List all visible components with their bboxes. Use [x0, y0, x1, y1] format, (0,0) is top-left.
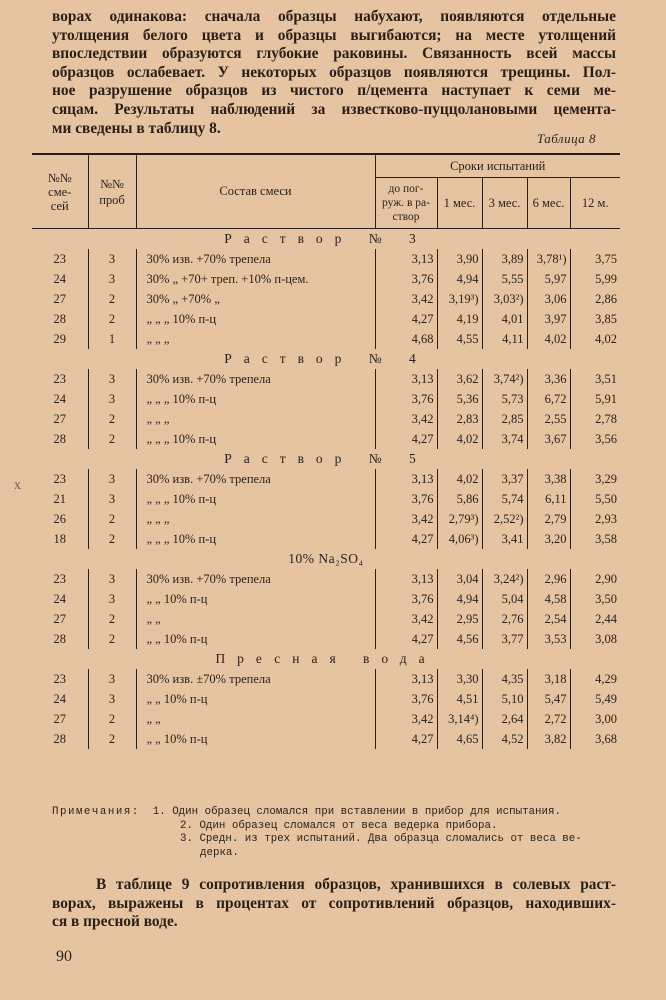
header-test-periods: Сроки испытаний	[375, 154, 620, 178]
cell-sample: 3	[88, 369, 136, 389]
cell-3m: 3,77	[482, 629, 527, 649]
cell-12m: 3,75	[570, 249, 620, 269]
section-title-row	[32, 229, 620, 250]
cell-6m: 4,58	[527, 589, 570, 609]
cell-3m: 3,24²)	[482, 569, 527, 589]
data-table	[32, 153, 620, 749]
cell-composition: „ „	[136, 709, 375, 729]
cell-composition: 30% изв. +70% трепела	[136, 569, 375, 589]
cell-1m: 4,02	[437, 429, 482, 449]
cell-6m: 3,82	[527, 729, 570, 749]
cell-6m: 6,11	[527, 489, 570, 509]
cell-sample: 3	[88, 569, 136, 589]
cell-composition: 30% изв. ±70% трепела	[136, 669, 375, 689]
cell-3m: 4,35	[482, 669, 527, 689]
cell-sample: 2	[88, 609, 136, 629]
table-row	[32, 469, 620, 489]
cell-1m: 3,62	[437, 369, 482, 389]
cell-mix: 23	[53, 371, 66, 386]
cell-composition: „ „	[136, 609, 375, 629]
cell-mix: 27	[53, 291, 66, 306]
cell-mix: 29	[53, 331, 66, 346]
cell-before: 4,27	[375, 429, 437, 449]
table-row	[32, 529, 620, 549]
cell-mix: 23	[53, 671, 66, 686]
cell-sample: 2	[88, 509, 136, 529]
cell-before: 3,76	[375, 589, 437, 609]
note-item: 2. Один образец сломался от веса ведерка прибора.	[180, 819, 498, 832]
cell-6m: 4,02	[527, 329, 570, 349]
cell-composition: „ „ 10% п-ц	[136, 729, 375, 749]
cell-mix: 24	[53, 691, 66, 706]
cell-3m: 5,74	[482, 489, 527, 509]
cell-1m: 3,04	[437, 569, 482, 589]
cell-before: 3,76	[375, 489, 437, 509]
cell-3m: 4,52	[482, 729, 527, 749]
cell-sample: 2	[88, 629, 136, 649]
section-title-row	[32, 449, 620, 469]
text-line: ся в пресной воде.	[52, 913, 178, 931]
table-row	[32, 429, 620, 449]
cell-12m: 3,29	[570, 469, 620, 489]
cell-1m: 3,90	[437, 249, 482, 269]
cell-12m: 3,08	[570, 629, 620, 649]
table-row	[32, 489, 620, 509]
cell-sample: 3	[88, 249, 136, 269]
page-number: 90	[56, 948, 72, 965]
header-6-months: 6 мес.	[527, 178, 570, 229]
cell-before: 3,42	[375, 609, 437, 629]
section-title-row	[32, 349, 620, 369]
table-row	[32, 509, 620, 529]
cell-6m: 5,97	[527, 269, 570, 289]
text-line: образцов ослабевает. У некоторых образцов появляются трещины. Пол-	[52, 63, 616, 81]
cell-before: 3,76	[375, 389, 437, 409]
cell-1m: 2,79³)	[437, 509, 482, 529]
cell-6m: 3,18	[527, 669, 570, 689]
cell-12m: 4,29	[570, 669, 620, 689]
cell-before: 3,76	[375, 689, 437, 709]
cell-6m: 2,54	[527, 609, 570, 629]
cell-12m: 3,58	[570, 529, 620, 549]
cell-before: 3,13	[375, 249, 437, 269]
cell-1m: 4,55	[437, 329, 482, 349]
cell-composition: „ „ 10% п-ц	[136, 589, 375, 609]
cell-3m: 3,89	[482, 249, 527, 269]
cell-sample: 3	[88, 389, 136, 409]
note-item-cont: дерка.	[200, 846, 239, 859]
text-line: утолщения белого цвета и образцы выгибаются; на месте утолщений	[52, 26, 616, 44]
table-row	[32, 669, 620, 689]
cell-12m: 3,56	[570, 429, 620, 449]
text-line: впоследствии образуются глубокие раковины. Связанность всей массы	[52, 45, 616, 63]
cell-3m: 2,64	[482, 709, 527, 729]
cell-3m: 5,73	[482, 389, 527, 409]
cell-mix: 27	[53, 611, 66, 626]
cell-sample: 3	[88, 669, 136, 689]
cell-6m: 2,55	[527, 409, 570, 429]
cell-12m: 5,91	[570, 389, 620, 409]
cell-composition: 30% „ +70+ треп. +10% п-цем.	[136, 269, 375, 289]
cell-before: 4,27	[375, 729, 437, 749]
cell-1m: 4,56	[437, 629, 482, 649]
cell-1m: 4,65	[437, 729, 482, 749]
cell-mix: 28	[53, 731, 66, 746]
cell-12m: 3,00	[570, 709, 620, 729]
cell-1m: 3,19³)	[437, 289, 482, 309]
cell-mix: 27	[53, 411, 66, 426]
table-row	[32, 369, 620, 389]
section-title-row	[32, 549, 620, 569]
header-12-months: 12 м.	[570, 178, 620, 229]
cell-before: 3,76	[375, 269, 437, 289]
cell-12m: 5,50	[570, 489, 620, 509]
cell-sample: 2	[88, 709, 136, 729]
cell-1m: 3,30	[437, 669, 482, 689]
cell-12m: 3,50	[570, 589, 620, 609]
cell-sample: 3	[88, 489, 136, 509]
cell-1m: 3,14⁴)	[437, 709, 482, 729]
cell-3m: 5,10	[482, 689, 527, 709]
table-row	[32, 329, 620, 349]
table-row	[32, 249, 620, 269]
table-row	[32, 589, 620, 609]
table-row	[32, 569, 620, 589]
cell-before: 3,13	[375, 369, 437, 389]
cell-sample: 3	[88, 589, 136, 609]
cell-before: 4,27	[375, 309, 437, 329]
cell-sample: 3	[88, 469, 136, 489]
paragraph-bottom	[52, 876, 616, 932]
cell-composition: „ „ „	[136, 329, 375, 349]
cell-3m: 3,37	[482, 469, 527, 489]
cell-12m: 3,85	[570, 309, 620, 329]
cell-12m: 2,90	[570, 569, 620, 589]
cell-mix: 27	[53, 711, 66, 726]
cell-1m: 4,06³)	[437, 529, 482, 549]
cell-composition: 30% изв. +70% трепела	[136, 469, 375, 489]
text-line: ворах одинакова: сначала образцы набухают, появляются отдельные	[52, 8, 616, 25]
cell-composition: „ „ „ 10% п-ц	[136, 429, 375, 449]
cell-composition: „ „ „ 10% п-ц	[136, 309, 375, 329]
table-row	[32, 689, 620, 709]
cell-6m: 3,78¹)	[527, 249, 570, 269]
cell-6m: 2,96	[527, 569, 570, 589]
cell-mix: 21	[53, 491, 66, 506]
cell-12m: 5,99	[570, 269, 620, 289]
section-title: Раствор № 3	[224, 231, 428, 246]
table-row	[32, 709, 620, 729]
header-composition: Состав смеси	[136, 154, 375, 229]
table-row	[32, 269, 620, 289]
cell-before: 4,27	[375, 629, 437, 649]
notes-label: Примечания:	[52, 806, 140, 818]
paragraph-top	[52, 8, 616, 138]
table-caption: Таблица 8	[536, 131, 596, 146]
cell-mix: 28	[53, 631, 66, 646]
cell-1m: 4,51	[437, 689, 482, 709]
header-3-months: 3 мес.	[482, 178, 527, 229]
cell-6m: 3,36	[527, 369, 570, 389]
cell-1m: 5,36	[437, 389, 482, 409]
cell-3m: 3,74²)	[482, 369, 527, 389]
cell-mix: 28	[53, 431, 66, 446]
table-row	[32, 309, 620, 329]
cell-12m: 3,51	[570, 369, 620, 389]
cell-sample: 2	[88, 409, 136, 429]
cell-3m: 4,11	[482, 329, 527, 349]
cell-composition: „ „ „ 10% п-ц	[136, 489, 375, 509]
cell-1m: 4,94	[437, 589, 482, 609]
cell-composition: „ „ „	[136, 509, 375, 529]
cell-3m: 3,74	[482, 429, 527, 449]
cell-mix: 24	[53, 591, 66, 606]
section-title: Раствор № 5	[224, 451, 428, 466]
table-row	[32, 409, 620, 429]
header-before-immersion: до пог- руж. в ра- створ	[375, 178, 437, 229]
cell-1m: 4,02	[437, 469, 482, 489]
text-line: ми сведены в таблицу 8.	[52, 119, 221, 137]
cell-6m: 3,67	[527, 429, 570, 449]
cell-mix: 23	[53, 471, 66, 486]
cell-12m: 5,49	[570, 689, 620, 709]
header-sample-number: №№ проб	[88, 154, 136, 229]
cell-sample: 2	[88, 729, 136, 749]
margin-mark: х	[14, 478, 21, 493]
cell-6m: 5,47	[527, 689, 570, 709]
cell-composition: 30% изв. +70% трепела	[136, 369, 375, 389]
cell-sample: 3	[88, 269, 136, 289]
cell-6m: 6,72	[527, 389, 570, 409]
text-line: ное разрушение образцов из чистого п/цемента наступает к семи ме-	[52, 82, 616, 100]
footnotes	[52, 806, 632, 860]
table-row	[32, 289, 620, 309]
cell-mix: 26	[53, 511, 66, 526]
cell-1m: 5,86	[437, 489, 482, 509]
table-row	[32, 389, 620, 409]
cell-12m: 3,68	[570, 729, 620, 749]
cell-3m: 4,01	[482, 309, 527, 329]
cell-6m: 3,06	[527, 289, 570, 309]
text-line: В таблице 9 сопротивления образцов, хранившихся в солевых раст-	[96, 876, 616, 893]
cell-mix: 23	[53, 571, 66, 586]
cell-before: 3,42	[375, 289, 437, 309]
text-line: ворах, выражены в процентах от сопротивлений образцов, находивших-	[52, 894, 616, 912]
cell-composition: 30% изв. +70% трепела	[136, 249, 375, 269]
cell-mix: 18	[53, 531, 66, 546]
section-title-row	[32, 649, 620, 669]
text-line: сяцам. Результаты наблюдений за известково-пуццолановыми цемента-	[52, 100, 616, 118]
cell-sample: 2	[88, 289, 136, 309]
cell-12m: 2,78	[570, 409, 620, 429]
cell-6m: 2,72	[527, 709, 570, 729]
cell-before: 3,13	[375, 569, 437, 589]
cell-mix: 24	[53, 391, 66, 406]
cell-12m: 2,86	[570, 289, 620, 309]
cell-before: 3,13	[375, 669, 437, 689]
cell-sample: 2	[88, 429, 136, 449]
cell-before: 3,42	[375, 409, 437, 429]
cell-composition: „ „ „	[136, 409, 375, 429]
cell-1m: 4,19	[437, 309, 482, 329]
table-row	[32, 729, 620, 749]
cell-before: 3,13	[375, 469, 437, 489]
cell-sample: 1	[88, 329, 136, 349]
table-row	[32, 609, 620, 629]
header-mix-number: №№ сме- сей	[32, 154, 88, 229]
cell-mix: 28	[53, 311, 66, 326]
cell-6m: 3,38	[527, 469, 570, 489]
cell-before: 4,68	[375, 329, 437, 349]
cell-6m: 3,97	[527, 309, 570, 329]
cell-composition: „ „ 10% п-ц	[136, 689, 375, 709]
cell-3m: 5,55	[482, 269, 527, 289]
cell-composition: „ „ „ 10% п-ц	[136, 529, 375, 549]
cell-12m: 2,44	[570, 609, 620, 629]
cell-mix: 23	[53, 251, 66, 266]
header-1-month: 1 мес.	[437, 178, 482, 229]
cell-6m: 2,79	[527, 509, 570, 529]
cell-3m: 5,04	[482, 589, 527, 609]
cell-composition: „ „ 10% п-ц	[136, 629, 375, 649]
cell-before: 3,42	[375, 509, 437, 529]
note-item: 3. Средн. из трех испытаний. Два образца сломались от веса ве-	[180, 833, 582, 845]
cell-3m: 2,85	[482, 409, 527, 429]
note-item: 1. Один образец сломался при вставлении в прибор для испытания.	[152, 806, 561, 818]
cell-composition: 30% „ +70% „	[136, 289, 375, 309]
cell-before: 4,27	[375, 529, 437, 549]
cell-before: 3,42	[375, 709, 437, 729]
cell-mix: 24	[53, 271, 66, 286]
cell-12m: 4,02	[570, 329, 620, 349]
cell-composition: „ „ „ 10% п-ц	[136, 389, 375, 409]
cell-12m: 2,93	[570, 509, 620, 529]
cell-1m: 4,94	[437, 269, 482, 289]
section-title: Раствор № 4	[224, 351, 428, 366]
cell-3m: 3,41	[482, 529, 527, 549]
cell-1m: 2,95	[437, 609, 482, 629]
cell-1m: 2,83	[437, 409, 482, 429]
cell-3m: 2,76	[482, 609, 527, 629]
cell-sample: 3	[88, 689, 136, 709]
table-row	[32, 629, 620, 649]
cell-3m: 3,03²)	[482, 289, 527, 309]
cell-6m: 3,53	[527, 629, 570, 649]
cell-6m: 3,20	[527, 529, 570, 549]
cell-sample: 2	[88, 529, 136, 549]
cell-sample: 2	[88, 309, 136, 329]
section-title: 10% Na₂SO₄	[288, 551, 364, 566]
cell-3m: 2,52²)	[482, 509, 527, 529]
section-title: Пресная вода	[215, 651, 437, 666]
